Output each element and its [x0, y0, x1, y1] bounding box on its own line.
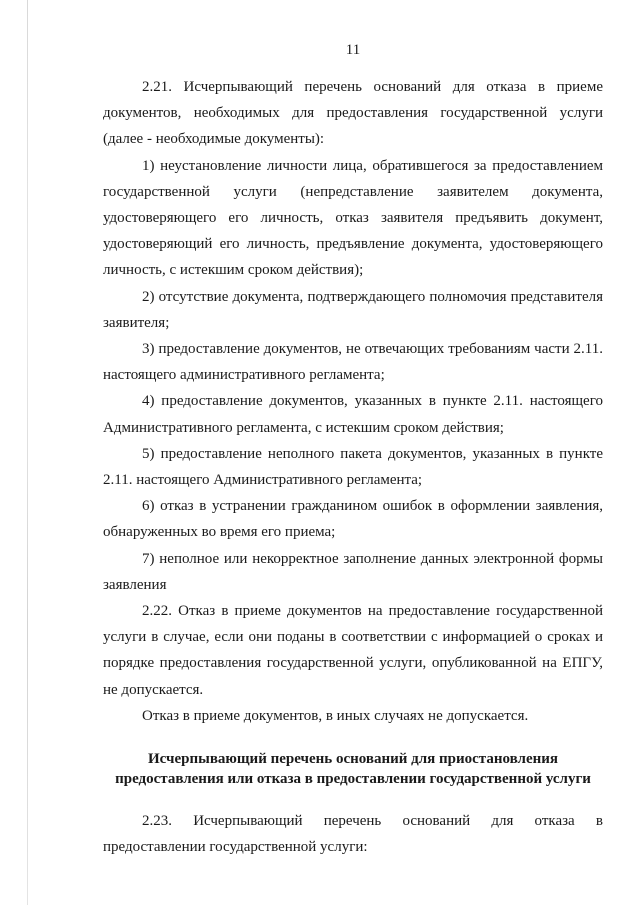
scan-edge-line [27, 0, 28, 905]
list-item-4: 4) предоставление документов, указанных в пункте 2.11. настоящего Административного регламента, с истекшим сроком действия; [103, 393, 603, 436]
heading-spacer [103, 789, 603, 808]
list-item-1: 1) неустановление личности лица, обратившегося за предоставлением государственной услуги (непредставление заявителем документа, удостоверяющего его личность, отказ заявителя предъявить документ, удостоверяющий его личность, предъявление документа, удостоверяющего личность, с истекшим сроком действия); [103, 157, 603, 279]
list-item-2: 2) отсутствие документа, подтверждающего полномочия представителя заявителя; [103, 288, 603, 331]
document-page [103, 40, 603, 860]
paragraph-2-23: 2.23. Исчерпывающий перечень оснований для отказа в предоставлении государственной услуги: [103, 813, 603, 856]
list-item-3: 3) предоставление документов, не отвечающих требованиям части 2.11. настоящего административного регламента; [103, 341, 603, 384]
page-number: 11 [345, 42, 361, 58]
list-item-5: 5) предоставление неполного пакета документов, указанных в пункте 2.11. настоящего Административного регламента; [103, 445, 603, 489]
list-item-6: 6) отказ в устранении гражданином ошибок в оформлении заявления, обнаруженных во время его приема; [103, 498, 603, 541]
section-heading: Исчерпывающий перечень оснований для приостановления предоставления или отказа в предоставлении государственной услуги [115, 751, 591, 788]
list-item-7: 7) неполное или некорректное заполнение данных электронной формы заявления [103, 550, 603, 593]
paragraph-2-21: 2.21. Исчерпывающий перечень оснований для отказа в приеме документов, необходимых для предоставления государственной услуги (далее - необходимые документы): [103, 79, 603, 148]
paragraph-2-22: 2.22. Отказ в приеме документов на предоставление государственной услуги в случае, если они поданы в соответствии с информацией о сроках и порядке предоставления государственной услуги, опубликованной на ЕПГУ, не допускается. [103, 603, 603, 698]
paragraph-refusal-other: Отказ в приеме документов, в иных случаях не допускается. [142, 707, 529, 724]
